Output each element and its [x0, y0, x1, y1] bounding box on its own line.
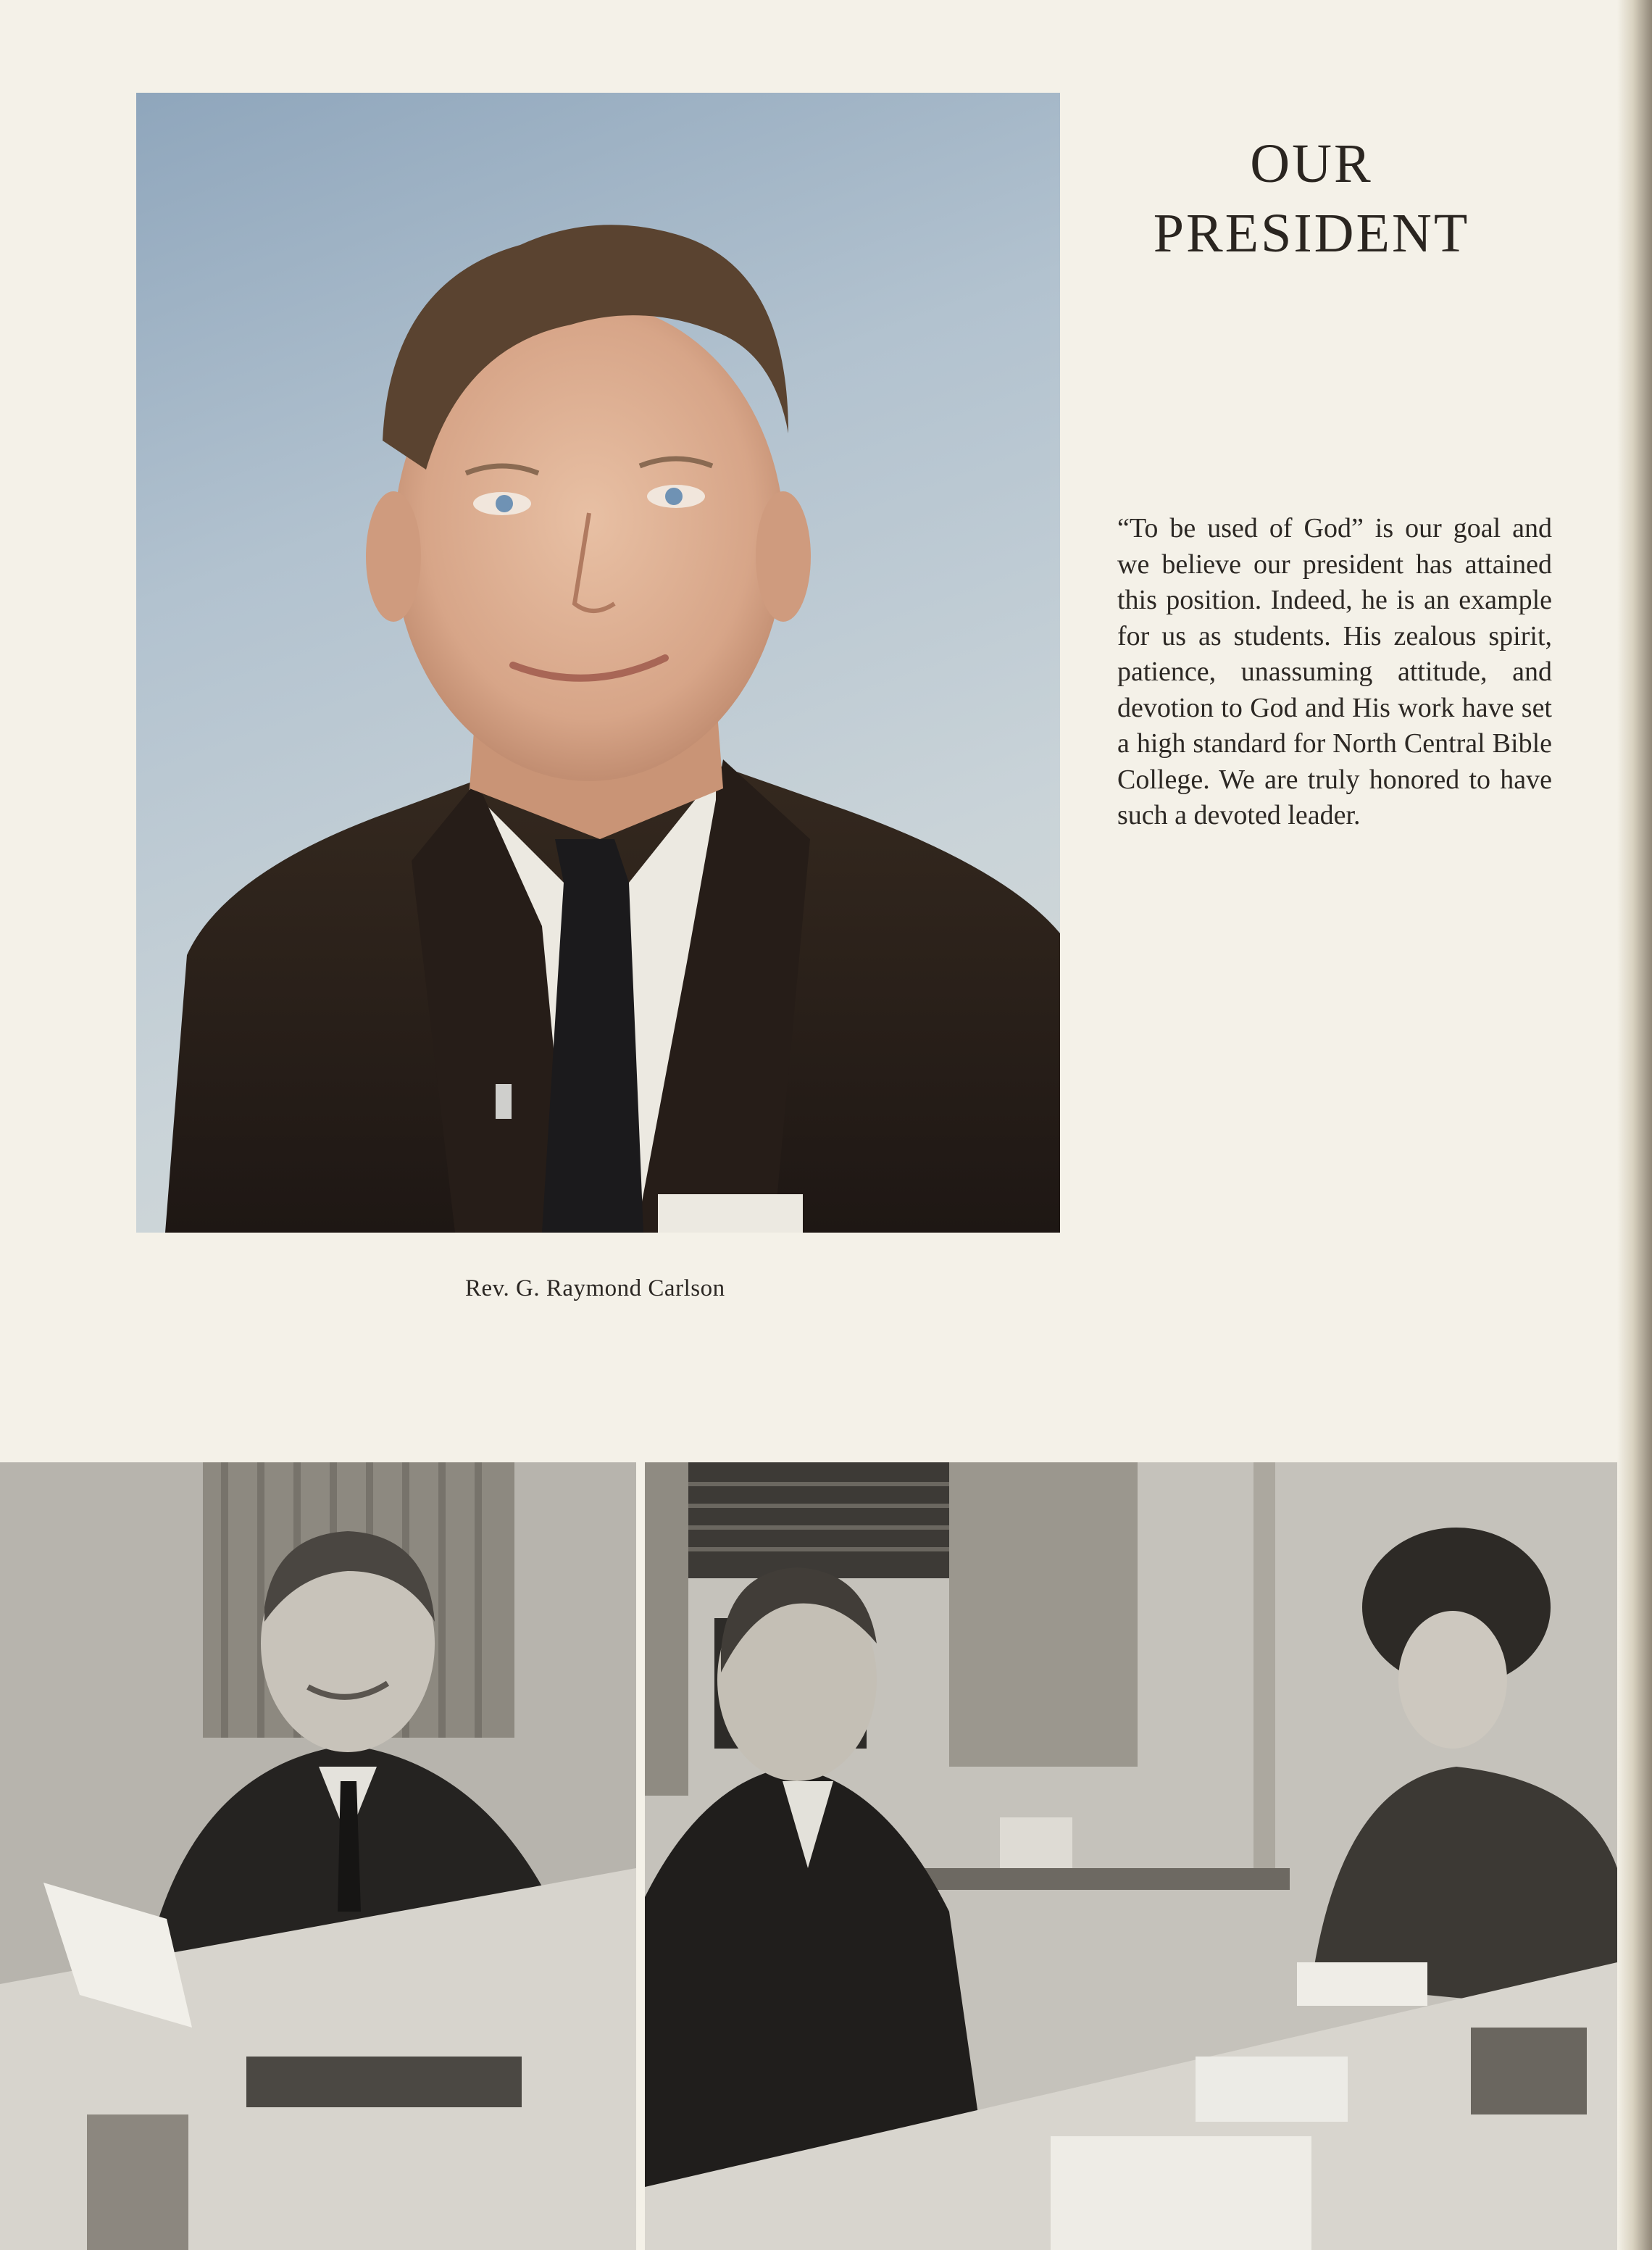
president-portrait-photo [136, 93, 1060, 1233]
title-line-1: OUR [1250, 133, 1373, 194]
page-binding-edge [1617, 0, 1652, 2250]
president-with-secretary-photo [645, 1462, 1617, 2250]
title-line-2: PRESIDENT [1153, 203, 1470, 264]
tribute-paragraph: “To be used of God” is our goal and we believe our president has attained this position. Indeed, he is an example for us as students. His zealous spirit, patience, unassuming attitude, and devotion to God and His work have set a high standard for North Central Bible College. We are truly honored to have such a devoted leader. [1117, 513, 1552, 830]
president-at-desk-photo [0, 1462, 636, 2250]
portrait-caption: Rev. G. Raymond Carlson [465, 1275, 725, 1301]
page-title [1087, 133, 1536, 264]
